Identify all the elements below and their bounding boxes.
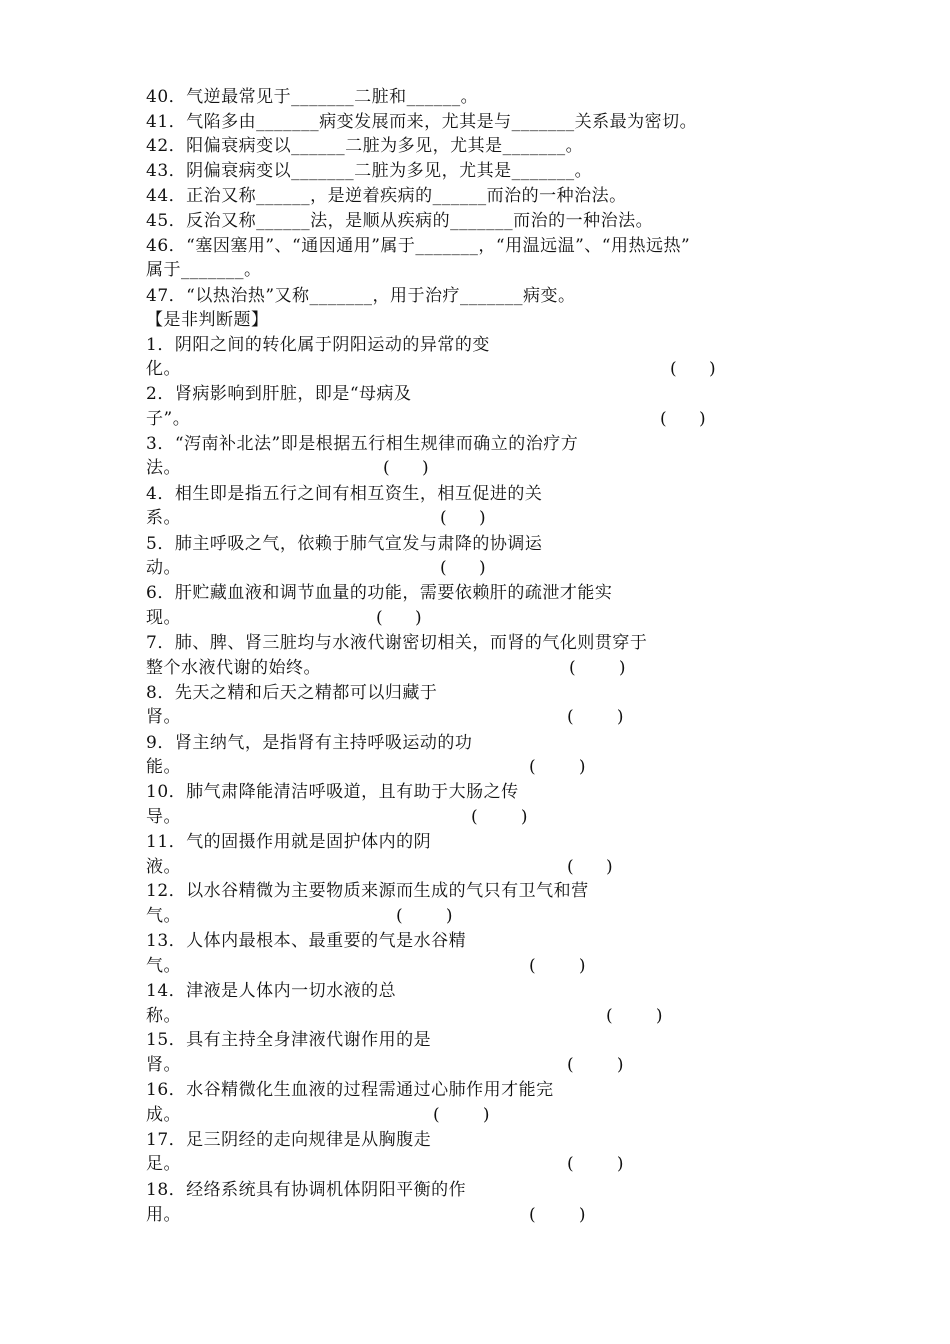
tf-question-text-cont: 气。	[146, 906, 181, 926]
fill-blank-line: 40．气逆最常见于_______二脏和______。	[146, 87, 479, 107]
tf-question-text-cont: 能。	[146, 757, 181, 777]
tf-question-text-cont: 子”。	[146, 409, 191, 429]
tf-question-text-cont: 肾。	[146, 707, 181, 727]
fill-blank-line: 41．气陷多由_______病变发展而来，尤其是与_______关系最为密切。	[146, 112, 698, 132]
tf-question-text-cont: 液。	[146, 857, 181, 877]
fill-blank-line: 47．“以热治热”又称_______，用于治疗_______病变。	[146, 286, 576, 306]
tf-question-text-cont: 动。	[146, 558, 181, 578]
tf-question-text: 9．肾主纳气，是指肾有主持呼吸运动的功	[146, 733, 473, 753]
tf-question-text: 7．肺、脾、肾三脏均与水液代谢密切相关，而肾的气化则贯穿于	[146, 633, 648, 653]
answer-parentheses: ( )	[440, 508, 486, 528]
tf-question-text: 4．相生即是指五行之间有相互资生，相互促进的关	[146, 484, 543, 504]
tf-question-text: 13．人体内最根本、最重要的气是水谷精	[146, 931, 467, 951]
fill-blank-line: 44．正治又称______，是逆着疾病的______而治的一种治法。	[146, 186, 627, 206]
tf-question-text: 11．气的固摄作用就是固护体内的阴	[146, 832, 432, 852]
fill-blank-line: 43．阴偏衰病变以_______二脏为多见，尤其是_______。	[146, 161, 593, 181]
tf-question-text: 8．先天之精和后天之精都可以归藏于	[146, 683, 438, 703]
tf-question-text: 14．津液是人体内一切水液的总	[146, 981, 397, 1001]
answer-parentheses: ( )	[471, 807, 528, 827]
tf-question-text-cont: 称。	[146, 1006, 181, 1026]
tf-question-text-cont: 气。	[146, 956, 181, 976]
fill-blank-line: 42．阳偏衰病变以______二脏为多见，尤其是_______。	[146, 136, 584, 156]
answer-parentheses: ( )	[606, 1006, 663, 1026]
tf-question-text: 5．肺主呼吸之气，依赖于肺气宣发与肃降的协调运	[146, 534, 543, 554]
answer-parentheses: ( )	[529, 956, 586, 976]
tf-question-text-cont: 法。	[146, 458, 181, 478]
answer-parentheses: ( )	[567, 1154, 624, 1174]
fill-blank-line: 45．反治又称______法，是顺从疾病的_______而治的一种治法。	[146, 211, 654, 231]
tf-question-text-cont: 化。	[146, 359, 181, 379]
answer-parentheses: ( )	[660, 409, 706, 429]
tf-question-text: 15．具有主持全身津液代谢作用的是	[146, 1030, 432, 1050]
tf-question-text: 6．肝贮藏血液和调节血量的功能，需要依赖肝的疏泄才能实	[146, 583, 613, 603]
answer-parentheses: ( )	[529, 757, 586, 777]
tf-question-text-cont: 成。	[146, 1105, 181, 1125]
fill-blank-line: 46．“塞因塞用”、“通因通用”属于_______，“用温远温”、“用热远热”	[146, 236, 691, 256]
tf-question-text-cont: 系。	[146, 508, 181, 528]
tf-question-text: 18．经络系统具有协调机体阴阳平衡的作	[146, 1180, 467, 1200]
tf-question-text: 16．水谷精微化生血液的过程需通过心肺作用才能完	[146, 1080, 554, 1100]
fill-blank-line: 属于_______。	[146, 260, 262, 280]
tf-question-text-cont: 足。	[146, 1154, 181, 1174]
answer-parentheses: ( )	[383, 458, 429, 478]
answer-parentheses: ( )	[567, 707, 624, 727]
answer-parentheses: ( )	[567, 857, 613, 877]
answer-parentheses: ( )	[529, 1205, 586, 1225]
answer-parentheses: ( )	[376, 608, 422, 628]
tf-question-text-cont: 肾。	[146, 1055, 181, 1075]
tf-question-text: 10．肺气肃降能清洁呼吸道，且有助于大肠之传	[146, 782, 519, 802]
answer-parentheses: ( )	[396, 906, 453, 926]
answer-parentheses: ( )	[440, 558, 486, 578]
tf-question-text-cont: 整个水液代谢的始终。	[146, 658, 321, 678]
tf-question-text-cont: 导。	[146, 807, 181, 827]
tf-question-text-cont: 用。	[146, 1205, 181, 1225]
tf-question-text: 17．足三阴经的走向规律是从胸腹走	[146, 1130, 432, 1150]
tf-question-text: 1．阴阳之间的转化属于阴阳运动的异常的变	[146, 335, 490, 355]
tf-question-text: 3．“泻南补北法”即是根据五行相生规律而确立的治疗方	[146, 434, 579, 454]
tf-question-text: 12．以水谷精微为主要物质来源而生成的气只有卫气和营	[146, 881, 589, 901]
section-title: 【是非判断题】	[146, 310, 269, 330]
answer-parentheses: ( )	[569, 658, 626, 678]
tf-question-text: 2．肾病影响到肝脏，即是“母病及	[146, 384, 412, 404]
answer-parentheses: ( )	[433, 1105, 490, 1125]
answer-parentheses: ( )	[567, 1055, 624, 1075]
tf-question-text-cont: 现。	[146, 608, 181, 628]
answer-parentheses: ( )	[670, 359, 716, 379]
